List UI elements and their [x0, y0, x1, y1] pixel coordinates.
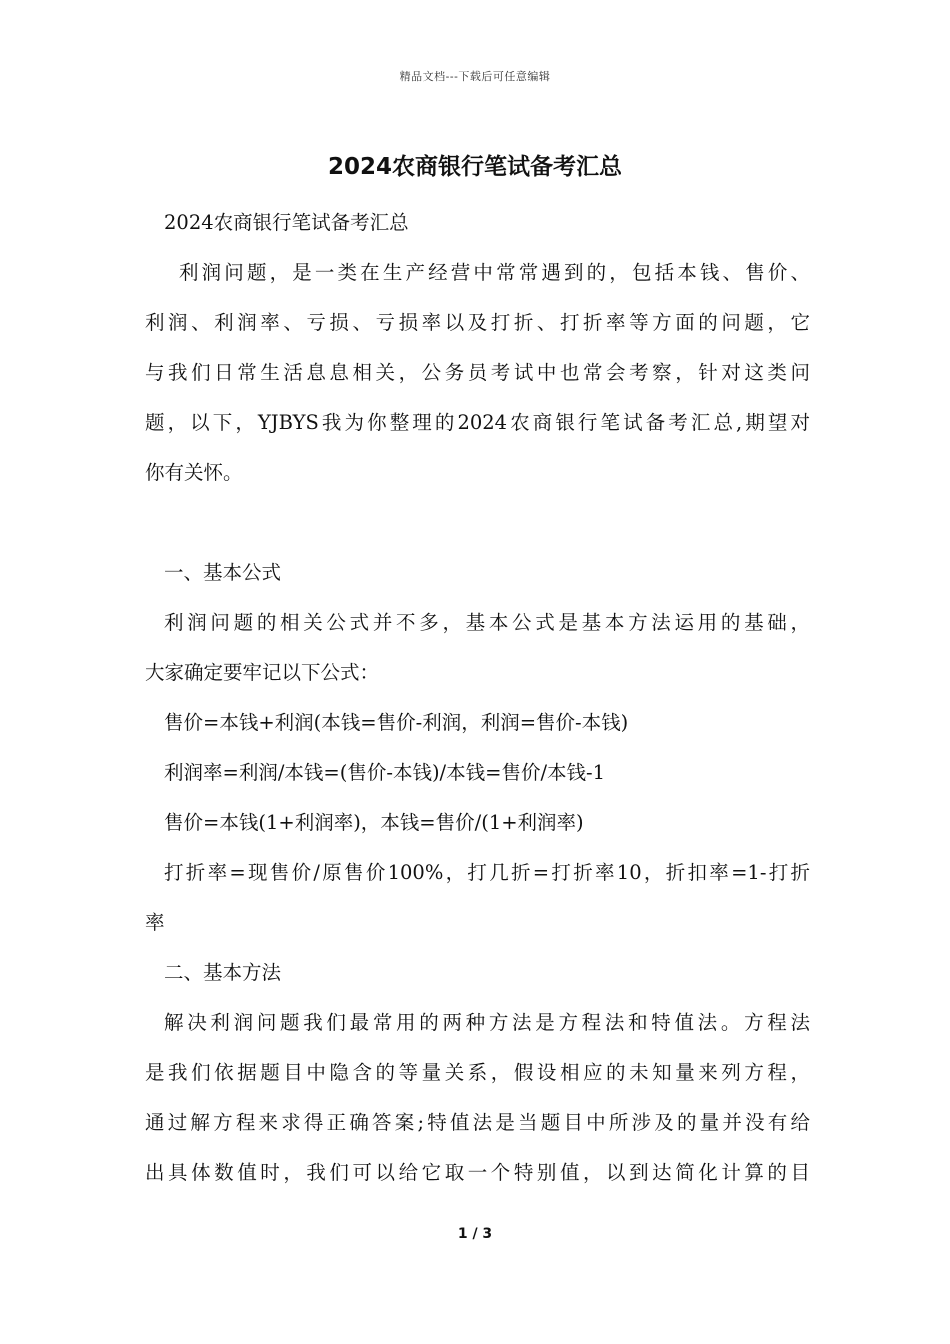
intro-line: 利润、利润率、亏损、亏损率以及打折、打折率等方面的问题，它: [145, 311, 810, 334]
paragraph-line: 是我们依据题目中隐含的等量关系，假设相应的未知量来列方程，: [145, 1061, 810, 1084]
page-number: 1 / 3: [457, 1226, 493, 1242]
intro-line: 题，以下，YJBYS我为你整理的2024农商银行笔试备考汇总,期望对: [145, 411, 810, 434]
intro-line: 与我们日常生活息息相关，公务员考试中也常会考察，针对这类问: [145, 361, 810, 384]
document-subtitle: 2024农商银行笔试备考汇总: [164, 211, 409, 234]
paragraph-line: 利润问题的相关公式并不多，基本公式是基本方法运用的基础，: [164, 611, 810, 634]
formula-line: 售价=本钱+利润(本钱=售价-利润，利润=售价-本钱): [164, 711, 629, 734]
formula-line: 利润率=利润/本钱=(售价-本钱)/本钱=售价/本钱-1: [164, 761, 606, 784]
paragraph-line: 解决利润问题我们最常用的两种方法是方程法和特值法。方程法: [164, 1011, 810, 1034]
paragraph-gap: [145, 498, 810, 548]
page-title: 2024农商银行笔试备考汇总: [327, 154, 622, 180]
paragraph-line: 大家确定要牢记以下公式：: [145, 661, 380, 684]
header-note: 精品文档---下载后可任意编辑: [399, 70, 551, 83]
formula-line: 售价=本钱(1+利润率)，本钱=售价/(1+利润率): [164, 811, 584, 834]
document-body: [145, 198, 810, 1198]
paragraph-line: 出具体数值时，我们可以给它取一个特别值，以到达简化计算的目: [145, 1161, 810, 1184]
section-heading: 一、基本公式: [164, 561, 282, 584]
formula-line: 率: [145, 911, 165, 934]
paragraph-line: 通过解方程来求得正确答案;特值法是当题目中所涉及的量并没有给: [145, 1111, 810, 1134]
intro-line: 你有关怀。: [145, 461, 243, 484]
intro-line: 利润问题，是一类在生产经营中常常遇到的，包括本钱、售价、: [179, 261, 810, 284]
section-heading: 二、基本方法: [164, 961, 282, 984]
formula-line: 打折率=现售价/原售价100%，打几折=打折率10，折扣率=1-打折: [164, 861, 810, 884]
